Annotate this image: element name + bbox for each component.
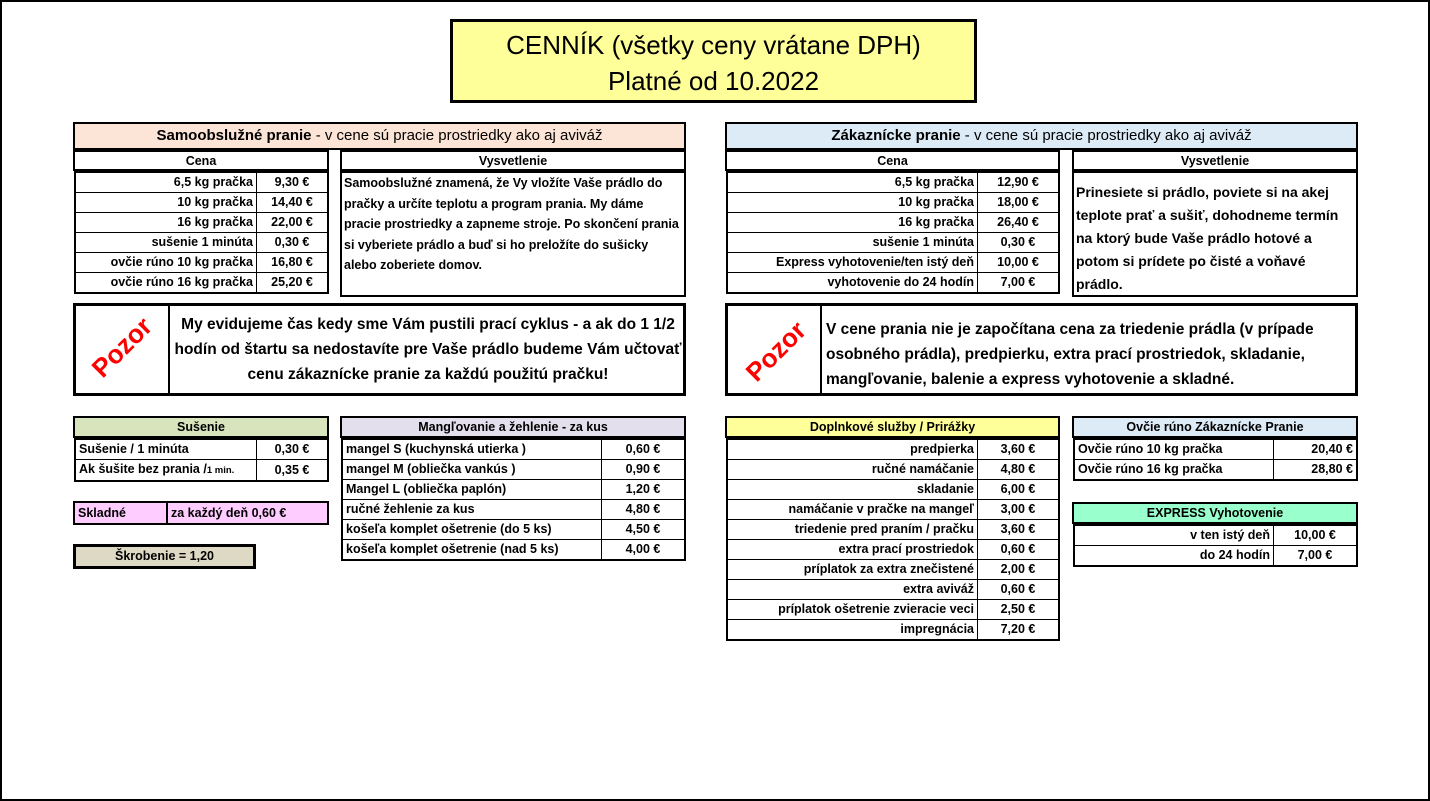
table-row xyxy=(75,460,328,482)
wool-row-price: 28,80 € xyxy=(1274,460,1358,481)
table-row xyxy=(75,172,328,193)
cust-row-label: sušenie 1 minúta xyxy=(727,233,978,253)
table-row xyxy=(727,580,1059,600)
self-row-label: 10 kg pračka xyxy=(75,193,257,213)
self-service-price-table xyxy=(74,171,329,294)
extras-row-label: príplatok ošetrenie zvieracie veci xyxy=(727,600,978,620)
self-row-label: ovčie rúno 16 kg pračka xyxy=(75,273,257,294)
extras-row-price: 0,60 € xyxy=(978,540,1060,560)
table-row xyxy=(342,540,685,561)
extras-row-price: 2,50 € xyxy=(978,600,1060,620)
extras-table xyxy=(726,438,1060,641)
table-row xyxy=(727,560,1059,580)
extras-row-price: 7,20 € xyxy=(978,620,1060,641)
table-row xyxy=(727,600,1059,620)
pozor-left-cell xyxy=(76,306,170,393)
cust-row-label: 16 kg pračka xyxy=(727,213,978,233)
pozor-right-cell xyxy=(728,306,822,393)
table-row xyxy=(727,273,1059,294)
table-row xyxy=(75,233,328,253)
extras-row-label: impregnácia xyxy=(727,620,978,641)
extras-row-label: extra prací prostriedok xyxy=(727,540,978,560)
extras-row-label: predpierka xyxy=(727,439,978,460)
table-row xyxy=(727,172,1059,193)
cust-row-price: 18,00 € xyxy=(978,193,1060,213)
express-row-price: 7,00 € xyxy=(1274,546,1358,567)
cust-row-label: vyhotovenie do 24 hodín xyxy=(727,273,978,294)
mangle-row-label: Mangel L (obliečka paplón) xyxy=(342,480,602,500)
extras-row-label: príplatok za extra znečistené xyxy=(727,560,978,580)
self-row-price: 22,00 € xyxy=(257,213,329,233)
table-row xyxy=(75,253,328,273)
mangle-row-price: 1,20 € xyxy=(602,480,686,500)
table-row xyxy=(75,193,328,213)
notice-right xyxy=(725,303,1358,396)
self-expl-head: Vysvetlenie xyxy=(340,150,686,171)
table-row xyxy=(727,460,1059,480)
wool-row-price: 20,40 € xyxy=(1274,439,1358,460)
notice-left-text: My evidujeme čas kedy sme Vám pustili prací cyklus - a ak do 1 1/2 hodín od štartu sa nedostavíte pre Vaše prádlo budeme Vám učtovať cenu zákaznícke pranie za každú použitú pračku! xyxy=(174,316,682,383)
mangle-row-label: košeľa komplet ošetrenie (nad 5 ks) xyxy=(342,540,602,561)
drying-label-0: Sušenie / 1 minúta xyxy=(79,442,189,456)
mangle-row-price: 4,00 € xyxy=(602,540,686,561)
customer-expl-head: Vysvetlenie xyxy=(1072,150,1358,171)
cust-row-label: 6,5 kg pračka xyxy=(727,172,978,193)
extras-row-price: 4,80 € xyxy=(978,460,1060,480)
extras-row-label: triedenie pred praním / pračku xyxy=(727,520,978,540)
table-row xyxy=(75,273,328,294)
express-table xyxy=(1073,524,1358,567)
table-row xyxy=(342,460,685,480)
drying-row-label xyxy=(75,439,257,460)
table-row xyxy=(1074,525,1357,546)
self-price-head: Cena xyxy=(73,150,329,171)
customer-explanation: Prinesiete si prádlo, poviete si na akej teplote prať a sušiť, dohodneme termín na ktorý bude Vaše prádlo hotové a potom si prídete po čisté a voňavé prádlo. xyxy=(1072,171,1358,297)
self-service-explanation: Samoobslužné znamená, že Vy vložíte Vaše prádlo do pračky a určíte teplotu a program prania. My dáme pracie prostriedky a zapneme stroje. Po skončení prania si vyberiete prádlo a buď si ho preložíte do sušicky alebo zoberiete domov. xyxy=(340,171,686,297)
mangle-row-price: 0,90 € xyxy=(602,460,686,480)
table-row xyxy=(727,500,1059,520)
mangle-row-price: 0,60 € xyxy=(602,439,686,460)
self-row-label: 16 kg pračka xyxy=(75,213,257,233)
drying-label-small: 1 min. xyxy=(206,465,235,476)
title-line-2: Platné od 10.2022 xyxy=(607,66,820,96)
table-row xyxy=(727,193,1059,213)
extras-row-price: 3,00 € xyxy=(978,500,1060,520)
notice-left xyxy=(73,303,686,396)
wool-table xyxy=(1073,438,1358,481)
cust-row-price: 7,00 € xyxy=(978,273,1060,294)
self-row-label: 6,5 kg pračka xyxy=(75,172,257,193)
table-row xyxy=(342,439,685,460)
drying-label-1: Ak šušite bez prania / xyxy=(79,462,207,476)
self-service-header-rest: - v cene sú pracie prostriedky ako aj aviváž xyxy=(311,127,603,144)
self-row-price: 25,20 € xyxy=(257,273,329,294)
table-row xyxy=(1074,546,1357,567)
mangle-row-price: 4,80 € xyxy=(602,500,686,520)
mangle-table xyxy=(341,438,686,561)
table-row xyxy=(342,520,685,540)
wool-row-label: Ovčie rúno 10 kg pračka xyxy=(1074,439,1274,460)
customer-price-table xyxy=(726,171,1060,294)
express-row-price: 10,00 € xyxy=(1274,525,1358,546)
self-row-price: 16,80 € xyxy=(257,253,329,273)
drying-table xyxy=(74,438,329,482)
self-service-header-bold: Samoobslužné pranie xyxy=(156,127,312,144)
extras-row-label: skladanie xyxy=(727,480,978,500)
table-row xyxy=(727,620,1059,641)
self-row-price: 9,30 € xyxy=(257,172,329,193)
customer-price-head: Cena xyxy=(725,150,1060,171)
pozor-left-label: Pozor xyxy=(85,311,158,384)
self-row-price: 14,40 € xyxy=(257,193,329,213)
table-row xyxy=(1074,460,1357,481)
table-row xyxy=(1074,439,1357,460)
mangle-row-label: košeľa komplet ošetrenie (do 5 ks) xyxy=(342,520,602,540)
self-row-price: 0,30 € xyxy=(257,233,329,253)
customer-header-bold: Zákaznícke pranie xyxy=(831,127,961,144)
extras-row-label: extra aviváž xyxy=(727,580,978,600)
extras-row-label: namáčanie v pračke na mangeľ xyxy=(727,500,978,520)
self-row-label: sušenie 1 minúta xyxy=(75,233,257,253)
extras-head: Doplnkové služby / Prirážky xyxy=(725,416,1060,438)
pozor-right-label: Pozor xyxy=(739,315,812,388)
cust-row-label: Express vyhotovenie/ten istý deň xyxy=(727,253,978,273)
cust-row-price: 26,40 € xyxy=(978,213,1060,233)
customer-header xyxy=(725,122,1358,150)
table-row xyxy=(342,500,685,520)
extras-row-price: 6,00 € xyxy=(978,480,1060,500)
storage-label: Skladné xyxy=(78,506,126,520)
wool-row-label: Ovčie rúno 16 kg pračka xyxy=(1074,460,1274,481)
extras-row-label: ručné namáčanie xyxy=(727,460,978,480)
wool-head: Ovčie rúno Zákaznícke Pranie xyxy=(1072,416,1358,438)
mangle-row-label: mangel S (kuchynská utierka ) xyxy=(342,439,602,460)
table-row xyxy=(727,233,1059,253)
mangle-row-price: 4,50 € xyxy=(602,520,686,540)
title-line-1: CENNÍK (všetky ceny vrátane DPH) xyxy=(506,30,921,60)
table-row xyxy=(727,253,1059,273)
table-row xyxy=(75,213,328,233)
table-row xyxy=(342,480,685,500)
extras-row-price: 3,60 € xyxy=(978,439,1060,460)
drying-row-price: 0,35 € xyxy=(257,460,329,482)
table-row xyxy=(727,213,1059,233)
notice-right-text: V cene prania nie je započítana cena za triedenie prádla (v prípade osobného prádla), predpierku, extra prací prostriedok, skladanie, mangľovanie, balenie a express vyhotovenie a skladné. xyxy=(826,321,1314,388)
customer-header-rest: - v cene sú pracie prostriedky ako aj aviváž xyxy=(960,127,1252,144)
drying-head: Sušenie xyxy=(73,416,329,438)
cust-row-price: 10,00 € xyxy=(978,253,1060,273)
mangle-row-label: mangel M (obliečka vankús ) xyxy=(342,460,602,480)
mangle-head: Mangľovanie a žehlenie - za kus xyxy=(340,416,686,438)
table-row xyxy=(75,439,328,460)
price-list-title xyxy=(450,19,977,103)
table-row xyxy=(727,540,1059,560)
starch-row: Škrobenie = 1,20 xyxy=(73,544,256,569)
table-row xyxy=(727,480,1059,500)
storage-row xyxy=(73,501,329,525)
extras-row-price: 0,60 € xyxy=(978,580,1060,600)
extras-row-price: 2,00 € xyxy=(978,560,1060,580)
cust-row-label: 10 kg pračka xyxy=(727,193,978,213)
extras-row-price: 3,60 € xyxy=(978,520,1060,540)
cust-row-price: 12,90 € xyxy=(978,172,1060,193)
table-row xyxy=(727,520,1059,540)
self-service-header xyxy=(73,122,686,150)
express-row-label: v ten istý deň xyxy=(1074,525,1274,546)
express-row-label: do 24 hodín xyxy=(1074,546,1274,567)
mangle-row-label: ručné žehlenie za kus xyxy=(342,500,602,520)
express-head: EXPRESS Vyhotovenie xyxy=(1072,502,1358,524)
drying-row-label xyxy=(75,460,257,482)
drying-row-price: 0,30 € xyxy=(257,439,329,460)
storage-value: za každý deň 0,60 € xyxy=(166,503,324,523)
self-row-label: ovčie rúno 10 kg pračka xyxy=(75,253,257,273)
cust-row-price: 0,30 € xyxy=(978,233,1060,253)
table-row xyxy=(727,439,1059,460)
